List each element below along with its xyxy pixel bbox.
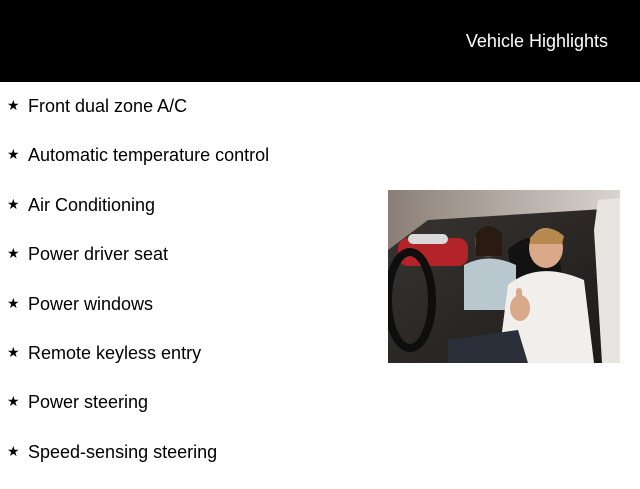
page-title: Vehicle Highlights [465,31,608,51]
feature-label: Automatic temperature control [28,145,270,166]
star-icon: ★ [7,294,20,311]
feature-item [0,242,380,291]
feature-label: Speed-sensing steering [28,441,218,462]
feature-label: Power steering [28,392,149,413]
feature-item [0,94,380,143]
star-icon: ★ [7,97,20,113]
star-icon: ★ [7,245,20,262]
header-bar [0,0,640,82]
feature-label: Front dual zone A/C [28,96,188,116]
feature-item [0,440,380,489]
feature-label: Remote keyless entry [28,342,202,363]
feature-list [0,94,380,489]
feature-item [0,292,380,341]
photo-illustration [388,190,620,363]
star-icon: ★ [7,393,20,410]
feature-item [0,341,380,390]
feature-item [0,390,380,439]
feature-label: Power windows [28,293,154,314]
feature-item [0,193,380,242]
star-icon: ★ [7,195,20,212]
feature-label: Power driver seat [28,244,169,265]
vehicle-photo [388,190,620,363]
star-icon: ★ [7,343,20,360]
feature-item [0,143,380,192]
star-icon: ★ [7,146,20,163]
star-icon: ★ [7,442,20,459]
feature-label: Air Conditioning [28,194,156,215]
